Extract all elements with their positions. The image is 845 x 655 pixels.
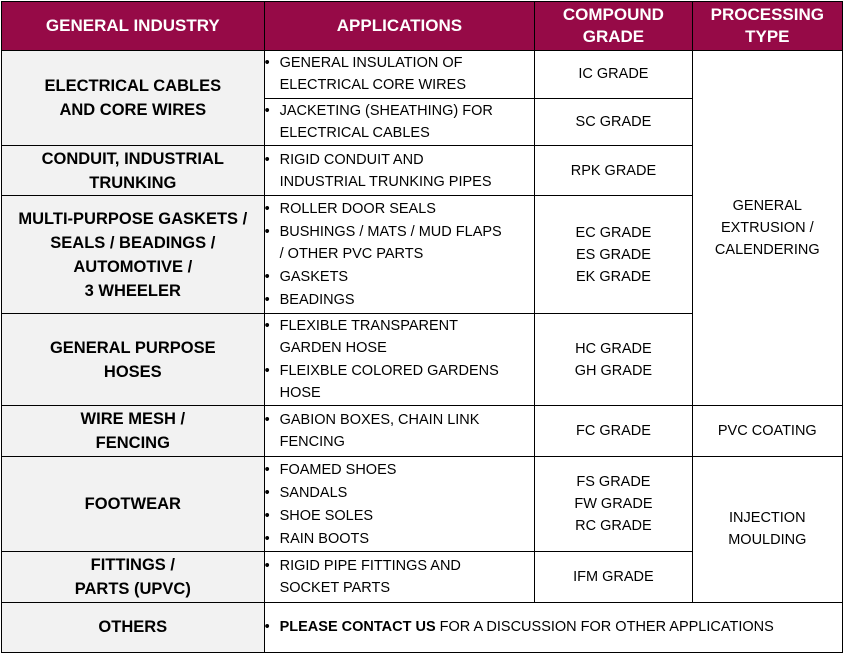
list-item: • JACKETING (SHEATHING) FOR ELECTRICAL CABLES [265, 100, 535, 144]
list-item: • SHOE SOLES [265, 505, 535, 527]
header-row [2, 2, 843, 51]
grade-cell: IC GRADE [535, 51, 692, 98]
industry-footwear: FOOTWEAR [2, 456, 265, 552]
list-item: • PLEASE CONTACT US FOR A DISCUSSION FOR OTHER APPLICATIONS [265, 616, 842, 638]
list-item: • RIGID CONDUIT AND INDUSTRIAL TRUNKING PIPES [265, 149, 535, 193]
header-compound-grade: COMPOUND GRADE [535, 2, 692, 51]
list-item: • BUSHINGS / MATS / MUD FLAPS / OTHER PVC PARTS [265, 221, 535, 265]
grade-cell: RPK GRADE [535, 145, 692, 195]
grade-cell: IFM GRADE [535, 552, 692, 602]
applications-cell [264, 145, 535, 195]
industry-wire-mesh: WIRE MESH / FENCING [2, 406, 265, 456]
table-row [2, 51, 843, 98]
industry-fittings: FITTINGS / PARTS (UPVC) [2, 552, 265, 602]
grade-cell: SC GRADE [535, 98, 692, 145]
applications-cell [264, 313, 535, 406]
applications-cell [264, 51, 535, 98]
industry-hoses: GENERAL PURPOSE HOSES [2, 313, 265, 406]
processing-extrusion: GENERAL EXTRUSION / CALENDERING [692, 51, 842, 406]
list-item: • FOAMED SHOES [265, 459, 535, 481]
list-item: • ROLLER DOOR SEALS [265, 198, 535, 220]
applications-table [1, 1, 843, 653]
list-item: • GABION BOXES, CHAIN LINK FENCING [265, 409, 535, 453]
table-row [2, 456, 843, 552]
list-item: • SANDALS [265, 482, 535, 504]
processing-moulding: INJECTION MOULDING [692, 456, 842, 602]
industry-conduit: CONDUIT, INDUSTRIAL TRUNKING [2, 145, 265, 195]
applications-cell [264, 552, 535, 602]
table-row [2, 406, 843, 456]
industry-others: OTHERS [2, 602, 265, 652]
grade-cell: FS GRADE FW GRADE RC GRADE [535, 456, 692, 552]
list-item: • FLEIXBLE COLORED GARDENS HOSE [265, 360, 535, 404]
list-item: • GASKETS [265, 266, 535, 288]
header-processing-type: PROCESSING TYPE [692, 2, 842, 51]
list-item: • RIGID PIPE FITTINGS AND SOCKET PARTS [265, 555, 535, 599]
list-item: • RAIN BOOTS [265, 528, 535, 550]
table-row [2, 602, 843, 652]
applications-cell [264, 456, 535, 552]
industry-gaskets: MULTI-PURPOSE GASKETS / SEALS / BEADINGS / AUTOMOTIVE / 3 WHEELER [2, 196, 265, 314]
processing-coating: PVC COATING [692, 406, 842, 456]
list-item: • BEADINGS [265, 289, 535, 311]
list-item: • GENERAL INSULATION OF ELECTRICAL CORE WIRES [265, 52, 535, 96]
contact-us-text: PLEASE CONTACT US [279, 619, 436, 636]
grade-cell: EC GRADE ES GRADE EK GRADE [535, 196, 692, 314]
applications-cell [264, 196, 535, 314]
list-item: • FLEXIBLE TRANSPARENT GARDEN HOSE [265, 315, 535, 359]
grade-cell: HC GRADE GH GRADE [535, 313, 692, 406]
others-contact-cell [264, 602, 842, 652]
industry-electrical-cables: ELECTRICAL CABLES AND CORE WIRES [2, 51, 265, 146]
applications-cell [264, 406, 535, 456]
header-general-industry: GENERAL INDUSTRY [2, 2, 265, 51]
header-applications: APPLICATIONS [264, 2, 535, 51]
applications-cell [264, 98, 535, 145]
grade-cell: FC GRADE [535, 406, 692, 456]
